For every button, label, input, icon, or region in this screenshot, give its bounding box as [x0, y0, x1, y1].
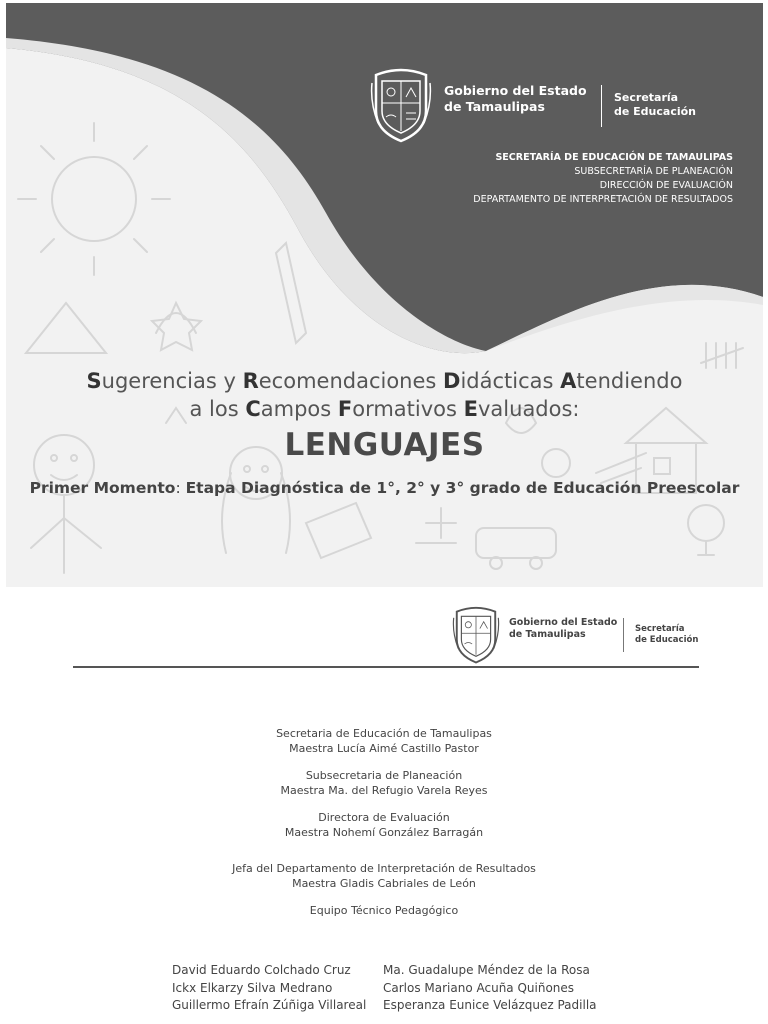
header-rule: [73, 666, 699, 668]
cover-subtitle: [6, 479, 763, 497]
government-name: [444, 83, 587, 115]
main-title: LENGUAJES: [284, 427, 485, 463]
title-initial: C: [245, 397, 261, 421]
team-column-2: [383, 962, 597, 1015]
department-list: [473, 151, 733, 207]
tamaulipas-seal-icon: [370, 65, 432, 143]
page2-government-line2: de Tamaulipas: [509, 629, 586, 640]
team-member: David Eduardo Colchado Cruz: [172, 963, 351, 977]
secretariat-line2: de Educación: [614, 105, 697, 118]
cover-page: [6, 3, 763, 587]
subtitle-colon: :: [175, 479, 186, 497]
title-word: idácticas: [460, 369, 561, 393]
credit-directora: [0, 811, 768, 840]
credits-section: [0, 727, 768, 937]
credit-name: Maestra Gladis Cabriales de León: [292, 876, 476, 890]
secretariat-line1: Secretaría: [614, 91, 679, 104]
team-member: Carlos Mariano Acuña Quiñones: [383, 980, 575, 995]
credit-name: Maestra Ma. del Refugio Varela Reyes: [280, 783, 488, 797]
credit-role: Secretaria de Educación de Tamaulipas: [276, 727, 492, 740]
page2-government-header: [452, 604, 712, 664]
title-initial: F: [337, 397, 353, 421]
credit-role: Jefa del Departamento de Interpretación de Resultados: [232, 862, 536, 875]
credit-role: Subsecretaria de Planeación: [305, 769, 463, 782]
government-name-line2: de Tamaulipas: [444, 99, 545, 114]
title-word: ampos: [260, 397, 338, 421]
title-word: ecomendaciones: [258, 369, 444, 393]
team-member: Guillermo Efraín Zúñiga Villareal: [172, 998, 367, 1012]
team-member: Esperanza Eunice Velázquez Padilla: [383, 998, 597, 1012]
title-word: ugerencias y: [101, 369, 243, 393]
credit-role: Directora de Evaluación: [318, 811, 450, 824]
title-word: a los: [189, 397, 246, 421]
title-word: ormativos: [352, 397, 464, 421]
title-word: tendiendo: [576, 369, 683, 393]
team-member: Ickx Elkarzy Silva Medrano: [172, 980, 333, 995]
credit-secretaria: [0, 727, 768, 756]
title-initial: R: [242, 369, 259, 393]
credit-jefa: [0, 862, 768, 891]
credit-name: Maestra Nohemí González Barragán: [284, 825, 484, 839]
credit-name: Maestra Lucía Aimé Castillo Pastor: [289, 741, 479, 755]
title-line-1: [6, 367, 763, 395]
page2-secretariat-line1: Secretaría: [635, 624, 685, 634]
title-line-2: [6, 395, 763, 423]
title-initial: S: [86, 369, 102, 393]
department-line-1: SECRETARÍA DE EDUCACIÓN DE TAMAULIPAS: [495, 152, 733, 163]
credit-subsecretaria: [0, 769, 768, 798]
page2-government-line1: Gobierno del Estado: [509, 617, 618, 628]
cover-title-area: [6, 367, 763, 497]
tamaulipas-seal-icon: [452, 604, 500, 664]
title-initial: E: [463, 397, 478, 421]
department-line-3: DIRECCIÓN DE EVALUACIÓN: [599, 180, 733, 191]
department-line-2: SUBSECRETARÍA DE PLANEACIÓN: [574, 166, 733, 177]
header-separator: [601, 85, 602, 127]
team-column-1: [172, 962, 366, 1015]
department-line-4: DEPARTAMENTO DE INTERPRETACIÓN DE RESULTADOS: [473, 194, 733, 205]
title-initial: A: [560, 369, 577, 393]
page2-header-separator: [623, 618, 624, 652]
subtitle-rest: Etapa Diagnóstica de 1°, 2° y 3° grado de Educación Preescolar: [185, 479, 740, 497]
title-word: valuados:: [478, 397, 580, 421]
page2-secretariat-name: [635, 624, 698, 646]
title-initial: D: [443, 369, 461, 393]
team-member: Ma. Guadalupe Méndez de la Rosa: [383, 963, 590, 977]
secretariat-name: [614, 91, 696, 119]
government-header: [370, 65, 710, 145]
subtitle-bold: Primer Momento: [29, 479, 176, 497]
team-title: Equipo Técnico Pedagógico: [309, 904, 459, 917]
page2-secretariat-line2: de Educación: [635, 635, 699, 645]
page2-government-name: [509, 617, 617, 641]
government-name-line1: Gobierno del Estado: [444, 83, 587, 98]
